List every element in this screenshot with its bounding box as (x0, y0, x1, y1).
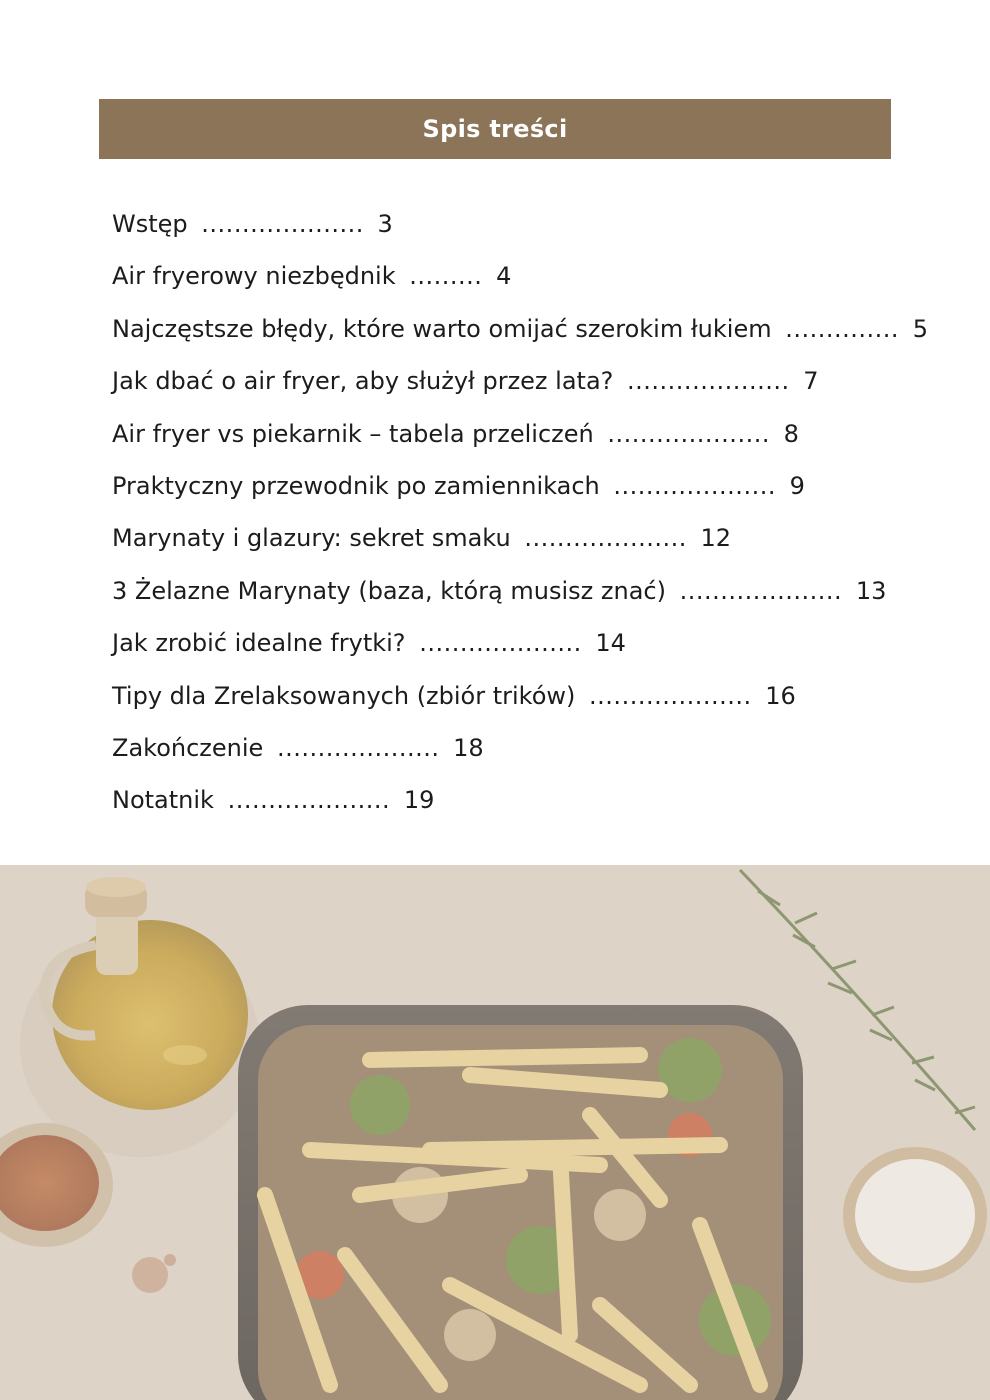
toc-page-number: 16 (765, 681, 796, 710)
toc-entry (112, 460, 932, 512)
toc-entry-title: Praktyczny przewodnik po zamiennikach (112, 471, 600, 500)
toc-leader-dots: .................... (613, 471, 776, 500)
toc-entry (112, 512, 932, 564)
toc-entry-title: Air fryerowy niezbędnik (112, 262, 396, 291)
toc-entry-title: Jak dbać o air fryer, aby służył przez lata? (112, 367, 614, 396)
toc-entry-title: Air fryer vs piekarnik – tabela przeliczeń (112, 419, 594, 448)
toc-leader-dots: .............. (785, 314, 900, 343)
toc-leader-dots: .................... (227, 786, 391, 815)
toc-entry (112, 722, 932, 774)
toc-entry-title: Najczęstsze błędy, które warto omijać szerokim łukiem (112, 314, 772, 343)
toc-entry (112, 774, 932, 826)
toc-page-number: 14 (595, 629, 626, 658)
toc-page-number: 8 (783, 419, 799, 448)
toc-leader-dots: .................... (524, 524, 687, 553)
toc-page-number: 3 (377, 210, 393, 238)
title-bar (99, 99, 891, 159)
toc-page-number: 5 (912, 314, 928, 343)
page-title: Spis treści (422, 115, 568, 143)
toc-entry (112, 408, 932, 460)
food-photo (0, 865, 990, 1400)
toc-leader-dots: .................... (276, 733, 440, 762)
toc-entry-title: Tipy dla Zrelaksowanych (zbiór trików) (112, 681, 576, 710)
toc-entry-title: Zakończenie (112, 733, 264, 762)
toc-leader-dots: .................... (679, 576, 843, 605)
toc-entry (112, 617, 932, 669)
toc-entry (112, 565, 932, 617)
table-of-contents (112, 198, 932, 827)
toc-page-number: 18 (453, 733, 484, 762)
toc-leader-dots: .................... (627, 367, 790, 396)
toc-entry-title: Marynaty i glazury: sekret smaku (112, 524, 511, 553)
toc-entry (112, 303, 932, 355)
toc-entry (112, 198, 932, 250)
toc-leader-dots: .................... (201, 210, 364, 238)
toc-leader-dots: .................... (589, 681, 752, 710)
toc-page-number: 7 (803, 367, 819, 396)
toc-page-number: 4 (496, 262, 512, 291)
toc-entry (112, 250, 932, 302)
toc-page-number: 19 (403, 786, 435, 815)
toc-entry (112, 355, 932, 407)
toc-leader-dots: .................... (607, 419, 770, 448)
toc-page-number: 9 (789, 471, 805, 500)
toc-entry-title: Jak zrobić idealne frytki? (112, 629, 406, 658)
toc-entry-title: 3 Żelazne Marynaty (baza, którą musisz znać) (112, 576, 666, 605)
toc-entry-title: Wstęp (112, 210, 188, 238)
toc-page-number: 12 (700, 524, 732, 553)
toc-page-number: 13 (855, 576, 887, 605)
toc-leader-dots: ......... (409, 262, 483, 291)
air-fryer-illustration (0, 865, 990, 1400)
toc-entry-title: Notatnik (112, 786, 214, 815)
toc-entry (112, 670, 932, 722)
toc-leader-dots: .................... (419, 629, 582, 658)
